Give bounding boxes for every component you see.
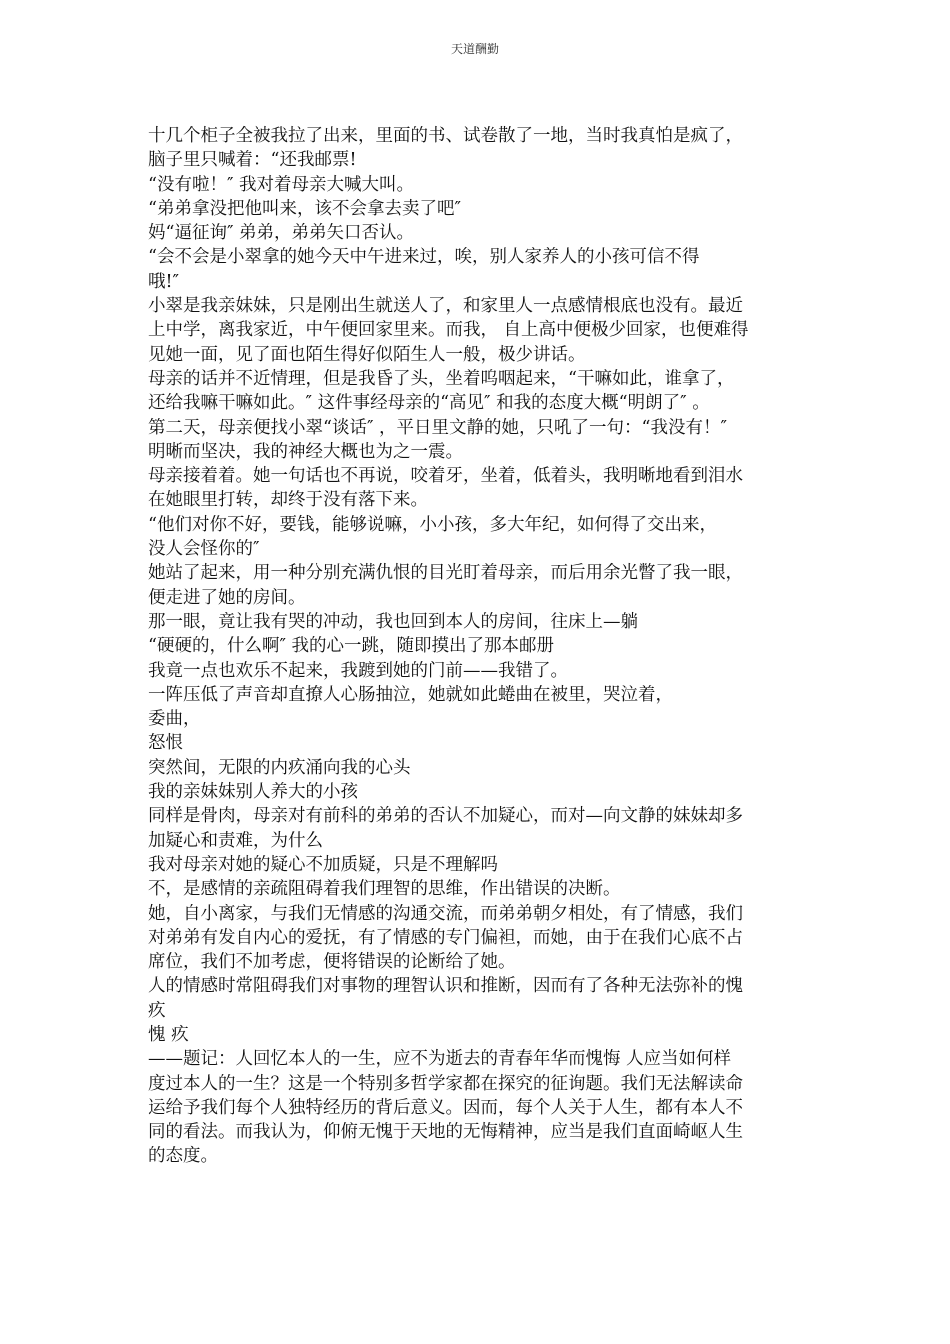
text-line: 还给我嘛干嘛如此。″ 这件事经母亲的“高见″ 和我的态度大概“明朗了″ 。 (148, 393, 710, 414)
text-line: 便走进了她的房间。 (148, 587, 306, 608)
document-body (148, 124, 808, 1169)
text-line: 委曲， (148, 709, 201, 730)
text-line: 哦!″ (148, 271, 180, 292)
text-line: 人的情感时常阻碍我们对事物的理智认识和推断，因而有了各种无法弥补的愧 (148, 976, 743, 997)
text-line: 疚 (148, 1000, 166, 1021)
text-line: 度过本人的一生？这是一个特别多哲学家都在探究的征询题。我们无法解读命 (148, 1073, 743, 1094)
text-line: 妈“逼征询″ 弟弟，弟弟矢口否认。 (148, 223, 415, 244)
text-line: 我竟一点也欢乐不起来，我踱到她的门前——我错了。 (148, 660, 568, 681)
page-header: 天道酬勤 (450, 42, 499, 56)
text-line: 明晰而坚决，我的神经大概也为之一震。 (148, 441, 463, 462)
text-line: 见她一面，见了面也陌生得好似陌生人一般，极少讲话。 (148, 344, 586, 365)
text-line: 她站了起来，用一种分别充满仇恨的目光盯着母亲，而后用余光瞥了我一眼， (148, 563, 743, 584)
text-line: 突然间，无限的内疚涌向我的心头 (148, 757, 411, 778)
text-line: 没人会怪你的″ (148, 539, 260, 560)
text-line: ——题记：人回忆本人的一生，应不为逝去的青春年华而愧悔 人应当如何样 (148, 1049, 732, 1070)
text-line: “弟弟拿没把他叫来，该不会拿去卖了吧″ (148, 198, 461, 219)
text-line: 第二天，母亲便找小翠“谈话″ ，平日里文静的她，只吼了一句：“我没有！″ (148, 417, 728, 438)
text-line: 的态度。 (148, 1146, 218, 1167)
text-line: 小翠是我亲妹妹，只是刚出生就送人了，和家里人一点感情根底也没有。最近 (148, 296, 743, 317)
text-line: 一阵压低了声音却直撩人心肠抽泣，她就如此蜷曲在被里，哭泣着， (148, 684, 673, 705)
text-line: “会不会是小翠拿的她今天中午进来过，唉，别人家养人的小孩可信不得 (148, 247, 700, 268)
text-line: 在她眼里打转，却终于没有落下来。 (148, 490, 428, 511)
text-line: 我的亲妹妹别人养大的小孩 (148, 782, 358, 803)
text-line: 母亲的话并不近情理，但是我昏了头，坐着呜咽起来，“干嘛如此，谁拿了， (148, 368, 735, 389)
text-line: “没有啦！″ 我对着母亲大喊大叫。 (148, 174, 415, 195)
text-line: 我对母亲对她的疑心不加质疑，只是不理解吗 (148, 854, 498, 875)
text-line: 同的看法。而我认为，仰俯无愧于天地的无悔精神，应当是我们直面崎岖人生 (148, 1122, 743, 1143)
text-line: 愧 疚 (148, 1024, 189, 1045)
text-line: 席位，我们不加考虑，便将错误的论断给了她。 (148, 952, 516, 973)
text-line: 脑子里只喊着：“还我邮票! (148, 150, 357, 171)
text-line: 她，自小离家，与我们无情感的沟通交流，而弟弟朝夕相处，有了情感，我们 (148, 903, 743, 924)
text-line: 怒恨 (148, 733, 183, 754)
text-line: 不，是感情的亲疏阻碍着我们理智的思维，作出错误的决断。 (148, 879, 621, 900)
text-line: 那一眼，竟让我有哭的冲动，我也回到本人的房间，往床上—躺 (148, 611, 638, 632)
text-line: 十几个柜子全被我拉了出来，里面的书、试卷散了一地，当时我真怕是疯了， (148, 126, 743, 146)
text-line: 运给予我们每个人独特经历的背后意义。因而，每个人关于人生，都有本人不 (148, 1097, 743, 1118)
text-line: 加疑心和责难，为什么 (148, 830, 323, 851)
text-line: “他们对你不好，要钱，能够说嘛，小小孩，多大年纪，如何得了交出来， (148, 514, 717, 535)
text-line: 对弟弟有发自内心的爱抚，有了情感的专门偏袒，而她，由于在我们心底不占 (148, 927, 743, 948)
text-line: 同样是骨肉，母亲对有前科的弟弟的否认不加疑心，而对—向文静的妹妹却多 (148, 806, 743, 827)
text-line: 上中学，离我家近，中午便回家里来。而我， 自上高中便极少回家，也便难得 (148, 320, 749, 341)
text-line: 母亲接着着。她一句话也不再说，咬着牙，坐着，低着头，我明晰地看到泪水 (148, 466, 743, 487)
text-line: “硬硬的，什么啊″ 我的心一跳，随即摸出了那本邮册 (148, 636, 555, 657)
